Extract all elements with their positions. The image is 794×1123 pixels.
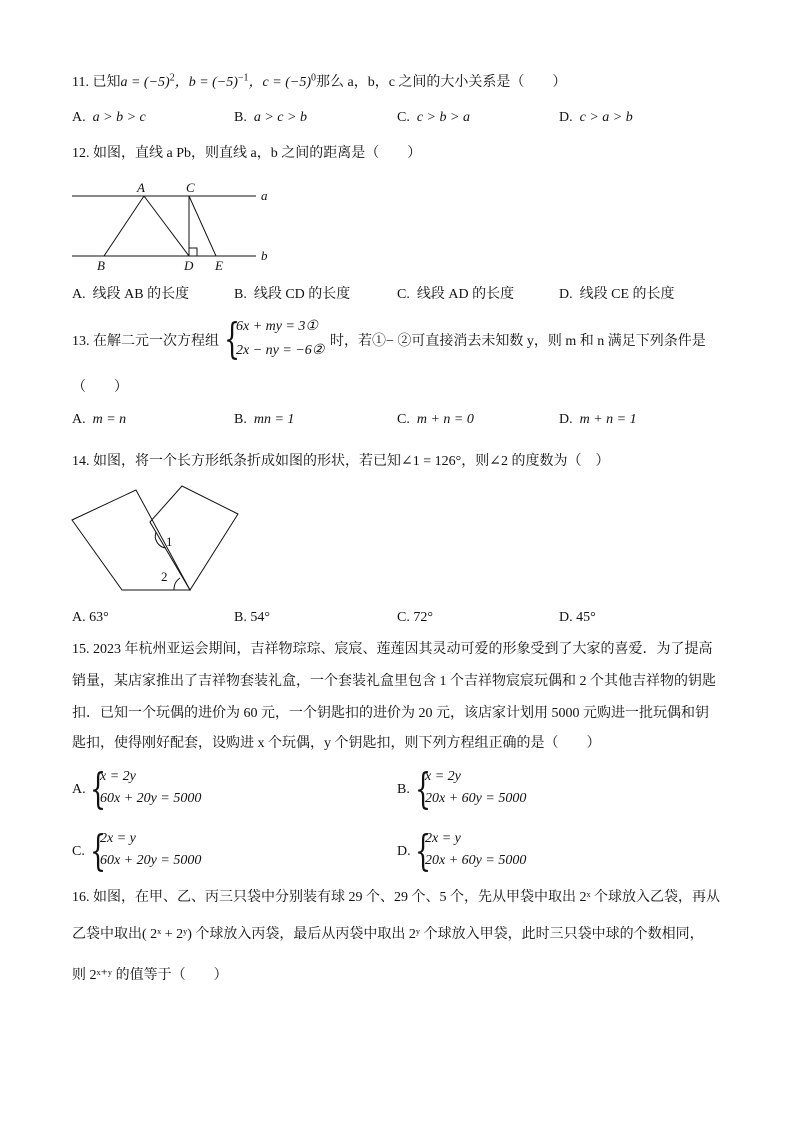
q13-eq1: 6x + my = 3① — [236, 319, 318, 334]
q15-line3: 扣．已知一个玩偶的进价为 60 元，一个钥匙扣的进价为 20 元，该店家计划用 5000 元购进一批玩偶和钥 — [72, 706, 709, 721]
system-brace: { — [90, 764, 107, 813]
option-label: B. — [234, 110, 247, 125]
option-label: C. — [72, 844, 85, 859]
label-E: E — [215, 258, 223, 270]
system-brace: { — [90, 826, 107, 875]
q11-option-b[interactable] — [234, 108, 307, 128]
option-text: m + n = 1 — [579, 412, 637, 427]
q11-exp-a: 2 — [169, 72, 175, 84]
system-eq1: 2x = y — [100, 831, 136, 846]
label-A: A — [137, 180, 145, 195]
option-label: D. — [559, 412, 573, 427]
option-label: D. — [559, 610, 573, 625]
option-label: D. — [397, 844, 411, 859]
option-label: A. — [72, 782, 86, 797]
option-label: A. — [72, 110, 86, 125]
q13-option-d[interactable] — [559, 410, 637, 430]
option-text: a > b > c — [92, 110, 146, 125]
q12-option-a[interactable] — [72, 285, 189, 305]
label-C: C — [186, 180, 195, 195]
option-label: B. — [234, 610, 247, 625]
q15-line4: 匙扣，使得刚好配套，设购进 x 个玩偶，y 个钥匙扣，则下列方程组正确的是（ ） — [72, 736, 601, 751]
option-label: A. — [72, 412, 86, 427]
q13-option-a[interactable] — [72, 410, 126, 430]
segment-ad — [144, 196, 189, 256]
q11-option-d[interactable] — [559, 108, 633, 128]
q11-expr-a: a = (−5) — [120, 75, 170, 90]
q13-stem-start — [72, 332, 219, 352]
system-brace: { — [415, 826, 432, 875]
option-label: B. — [234, 412, 247, 427]
q15-option-a[interactable] — [72, 764, 272, 813]
option-text: a > c > b — [253, 110, 307, 125]
label-b: b — [261, 248, 268, 263]
q16-line2: 乙袋中取出( 2ˣ + 2ʸ) 个球放入丙袋，最后从丙袋中取出 2ʸ 个球放入甲袋，此时三只袋中球的个数相同， — [72, 927, 704, 942]
q11-stem-a: 已知 — [92, 75, 121, 90]
q14-stem-text: 如图，将一个长方形纸条折成如图的形状，若已知∠1 = 126°，则∠2 的度数为（ ） — [93, 454, 610, 469]
q11-stem — [72, 73, 566, 93]
q15-line2: 销量，某店家推出了吉祥物套装礼盒，一个套装礼盒里包含 1 个吉祥物宸宸玩偶和 2 个其他吉祥物的钥匙 — [72, 674, 716, 689]
system-eq2: 60x + 20y = 5000 — [100, 853, 202, 868]
option-text: c > a > b — [579, 110, 633, 125]
option-label: D. — [559, 110, 573, 125]
q13-number: 13. — [72, 334, 90, 349]
q13-paren: （ ） — [72, 380, 128, 395]
q13-stem-b: 时，若①− ②可直接消去未知数 y，则 m 和 n 满足下列条件是 — [330, 334, 706, 349]
q15-line1: 15. 2023 年杭州亚运会期间，吉祥物琮琮、宸宸、莲莲因其灵动可爱的形象受到了大家的喜爱．为了提高 — [72, 642, 713, 657]
angle2-arc — [174, 578, 180, 590]
q14-option-a[interactable] — [72, 608, 109, 628]
q11-expr-c: ，c = (−5) — [248, 75, 311, 90]
q15-option-c[interactable] — [72, 826, 272, 875]
option-text: mn = 1 — [253, 412, 295, 427]
system-eq1: 2x = y — [425, 831, 461, 846]
option-text: 线段 AB 的长度 — [92, 287, 190, 302]
q12-option-d[interactable] — [559, 285, 675, 305]
q15-option-b[interactable] — [397, 764, 597, 813]
q11-number: 11. — [72, 75, 89, 90]
q13-option-b[interactable] — [234, 410, 294, 430]
option-label: B. — [397, 782, 410, 797]
option-text: 线段 CD 的长度 — [253, 287, 351, 302]
q13-stem-a: 在解二元一次方程组 — [93, 334, 219, 349]
option-label: B. — [234, 287, 247, 302]
q13-eq2: 2x − ny = −6② — [236, 343, 325, 358]
system-eq2: 60x + 20y = 5000 — [100, 791, 202, 806]
option-text: 线段 CE 的长度 — [579, 287, 675, 302]
q12-stem — [72, 144, 421, 164]
q14-figure — [70, 484, 250, 594]
segment-ab — [104, 196, 144, 256]
right-angle-mark — [189, 248, 197, 256]
q12-stem-text: 如图，直线 a Pb，则直线 a，b 之间的距离是（ ） — [93, 146, 422, 161]
option-text: m + n = 0 — [416, 412, 474, 427]
q11-exp-c: 0 — [311, 72, 316, 84]
option-label: C. — [397, 412, 410, 427]
label-D: D — [184, 258, 194, 270]
q11-option-c[interactable] — [397, 108, 470, 128]
q13-option-c[interactable] — [397, 410, 474, 430]
system-eq2: 20x + 60y = 5000 — [425, 791, 527, 806]
q11-expr-b: ，b = (−5) — [174, 75, 238, 90]
q14-option-b[interactable] — [234, 608, 270, 628]
option-label: A. — [72, 610, 86, 625]
option-text: 45° — [576, 610, 596, 625]
q12-option-c[interactable] — [397, 285, 514, 305]
q14-stem — [72, 452, 609, 472]
q16-line3: 则 2ˣ⁺ʸ 的值等于（ ） — [72, 968, 228, 983]
q11-stem-b: 那么 a，b，c 之间的大小关系是（ ） — [316, 75, 567, 90]
q14-number: 14. — [72, 454, 90, 469]
q12-figure — [68, 180, 298, 270]
system-eq1: x = 2y — [100, 769, 136, 784]
label-B: B — [97, 258, 105, 270]
option-text: c > b > a — [416, 110, 470, 125]
q12-option-b[interactable] — [234, 285, 350, 305]
system-eq1: x = 2y — [425, 769, 461, 784]
q14-option-d[interactable] — [559, 608, 596, 628]
option-text: 63° — [89, 610, 109, 625]
option-label: C. — [397, 610, 410, 625]
option-label: C. — [397, 287, 410, 302]
q12-number: 12. — [72, 146, 90, 161]
q11-option-a[interactable] — [72, 108, 146, 128]
q16-line1: 16. 如图，在甲、乙、丙三只袋中分别装有球 29 个、29 个、5 个，先从甲袋中取出 2ˣ 个球放入乙袋，再从 — [72, 890, 721, 905]
angle1-label: 1 — [166, 534, 173, 549]
angle2-label: 2 — [161, 569, 168, 584]
option-text: m = n — [92, 412, 127, 427]
system-brace: { — [415, 764, 432, 813]
option-label: C. — [397, 110, 410, 125]
label-a: a — [261, 188, 268, 203]
q13-brace: { — [224, 314, 241, 363]
q11-exp-b: −1 — [237, 72, 249, 84]
option-label: A. — [72, 287, 86, 302]
segment-ce — [189, 196, 216, 256]
option-text: 72° — [413, 610, 433, 625]
option-text: 线段 AD 的长度 — [416, 287, 515, 302]
q15-option-d[interactable] — [397, 826, 597, 875]
system-eq2: 20x + 60y = 5000 — [425, 853, 527, 868]
option-text: 54° — [250, 610, 270, 625]
q14-option-c[interactable] — [397, 608, 433, 628]
option-label: D. — [559, 287, 573, 302]
